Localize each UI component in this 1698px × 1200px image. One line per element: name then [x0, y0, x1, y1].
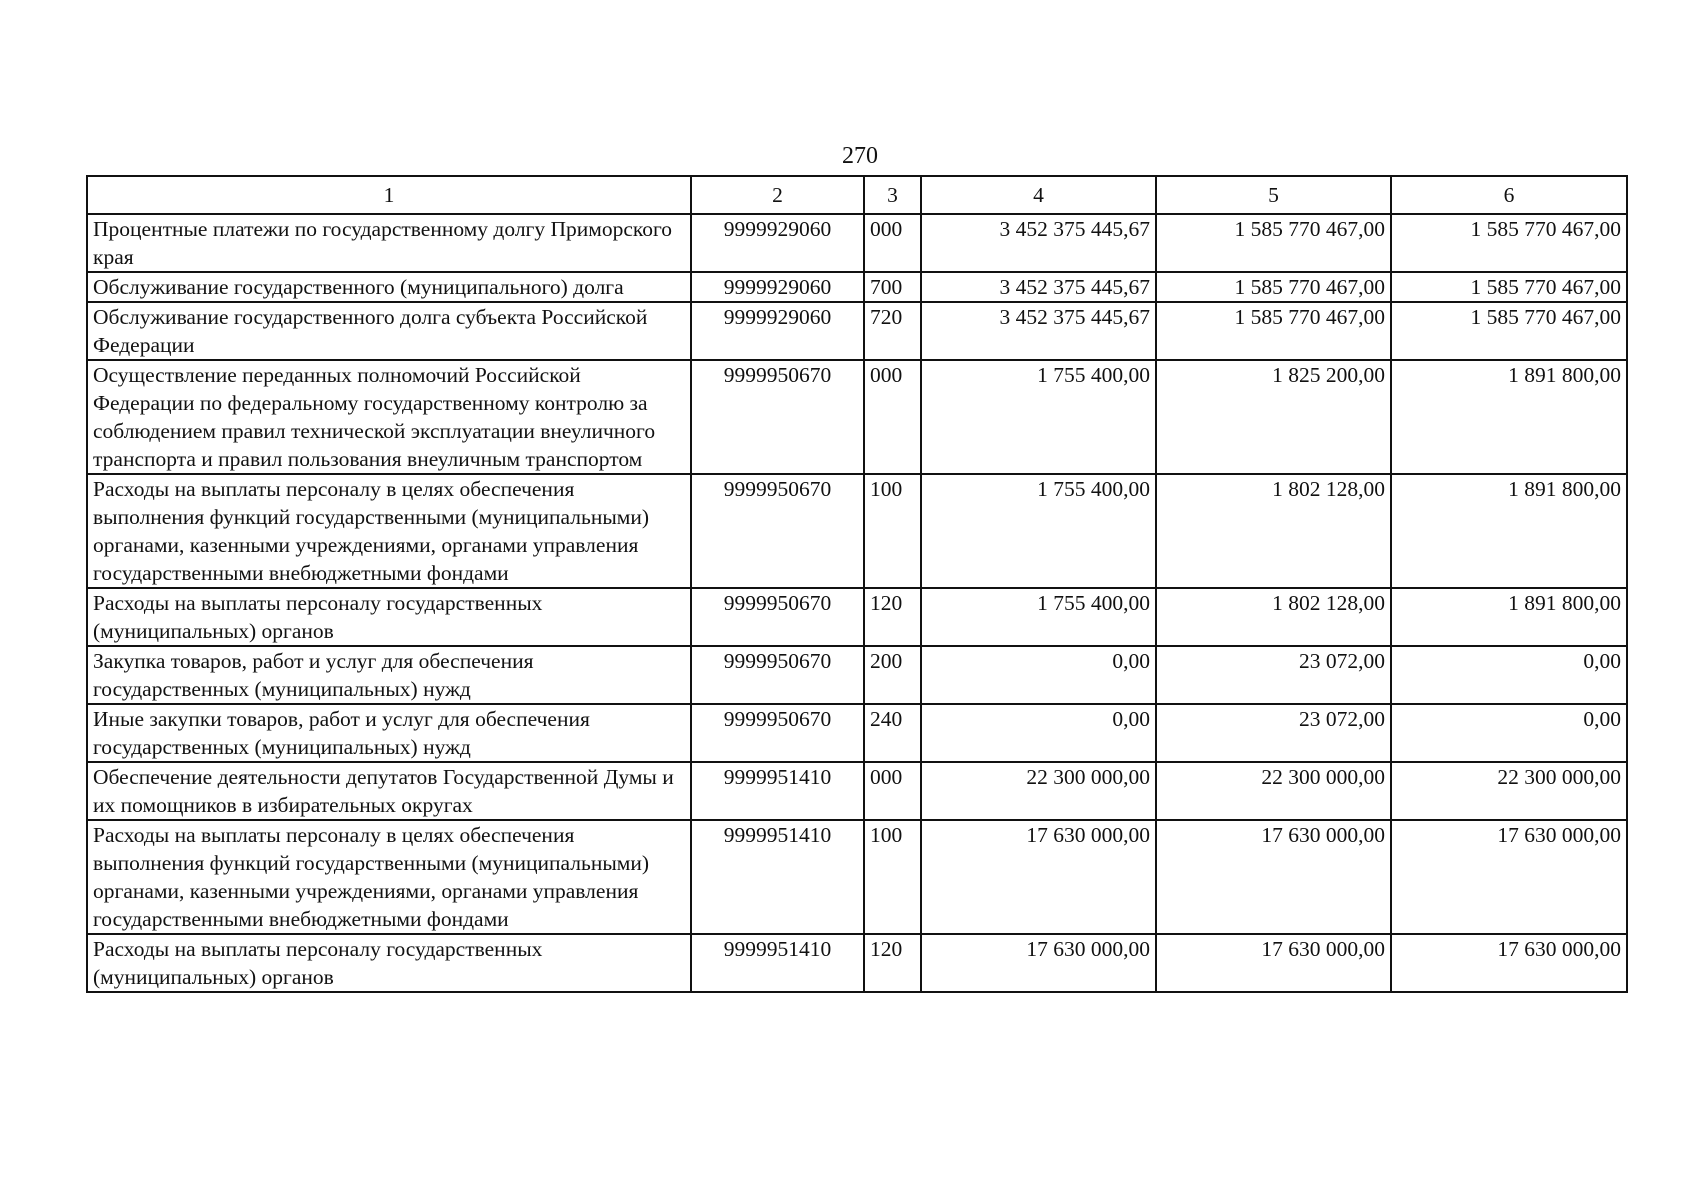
row-expense-type: 000: [864, 214, 921, 272]
row-name: Расходы на выплаты персоналу государственных (муниципальных) органов: [87, 934, 691, 992]
row-amount-col6: 1 891 800,00: [1391, 588, 1627, 646]
budget-table: [86, 175, 1628, 993]
row-target-code: 9999950670: [691, 474, 864, 588]
row-expense-type: 000: [864, 360, 921, 474]
row-amount-col4: 3 452 375 445,67: [921, 272, 1156, 302]
row-amount-col5: 1 825 200,00: [1156, 360, 1391, 474]
row-amount-col5: 1 585 770 467,00: [1156, 272, 1391, 302]
row-amount-col6: 22 300 000,00: [1391, 762, 1627, 820]
row-amount-col4: 0,00: [921, 646, 1156, 704]
row-name: Осуществление переданных полномочий Российской Федерации по федеральному государственному контролю за соблюдением правил технической эксплуатации внеуличного транспорта и правил пользования внеуличным транспортом: [87, 360, 691, 474]
row-amount-col4: 3 452 375 445,67: [921, 214, 1156, 272]
table-row: [87, 214, 1627, 272]
column-header-2: 2: [691, 176, 864, 214]
column-header-5: 5: [1156, 176, 1391, 214]
row-amount-col4: 22 300 000,00: [921, 762, 1156, 820]
table-header: [87, 176, 1627, 214]
row-name: Обеспечение деятельности депутатов Государственной Думы и их помощников в избирательных округах: [87, 762, 691, 820]
row-name: Закупка товаров, работ и услуг для обеспечения государственных (муниципальных) нужд: [87, 646, 691, 704]
row-name: Иные закупки товаров, работ и услуг для обеспечения государственных (муниципальных) нужд: [87, 704, 691, 762]
row-amount-col4: 17 630 000,00: [921, 934, 1156, 992]
row-amount-col5: 1 585 770 467,00: [1156, 214, 1391, 272]
row-expense-type: 120: [864, 934, 921, 992]
row-amount-col6: 1 891 800,00: [1391, 474, 1627, 588]
row-amount-col5: 1 802 128,00: [1156, 588, 1391, 646]
row-amount-col5: 23 072,00: [1156, 646, 1391, 704]
row-target-code: 9999950670: [691, 704, 864, 762]
row-amount-col5: 17 630 000,00: [1156, 934, 1391, 992]
row-name: Расходы на выплаты персоналу государственных (муниципальных) органов: [87, 588, 691, 646]
row-name: Расходы на выплаты персоналу в целях обеспечения выполнения функций государственными (муниципальными) органами, казенными учреждениями, органами управления государственными внебюджетными фондами: [87, 820, 691, 934]
row-amount-col4: 1 755 400,00: [921, 588, 1156, 646]
row-amount-col4: 1 755 400,00: [921, 474, 1156, 588]
row-target-code: 9999929060: [691, 272, 864, 302]
row-expense-type: 200: [864, 646, 921, 704]
table-body: [87, 214, 1627, 992]
row-expense-type: 720: [864, 302, 921, 360]
table-row: [87, 588, 1627, 646]
row-amount-col4: 17 630 000,00: [921, 820, 1156, 934]
row-amount-col6: 17 630 000,00: [1391, 820, 1627, 934]
row-target-code: 9999929060: [691, 214, 864, 272]
row-amount-col4: 0,00: [921, 704, 1156, 762]
row-target-code: 9999950670: [691, 588, 864, 646]
row-target-code: 9999951410: [691, 762, 864, 820]
row-amount-col6: 1 585 770 467,00: [1391, 302, 1627, 360]
row-amount-col6: 17 630 000,00: [1391, 934, 1627, 992]
row-target-code: 9999929060: [691, 302, 864, 360]
row-name: Обслуживание государственного долга субъекта Российской Федерации: [87, 302, 691, 360]
row-target-code: 9999951410: [691, 934, 864, 992]
table-row: [87, 646, 1627, 704]
row-target-code: 9999951410: [691, 820, 864, 934]
table-row: [87, 820, 1627, 934]
row-amount-col4: 1 755 400,00: [921, 360, 1156, 474]
row-amount-col5: 17 630 000,00: [1156, 820, 1391, 934]
column-header-3: 3: [864, 176, 921, 214]
row-amount-col6: 0,00: [1391, 646, 1627, 704]
header-row: [87, 176, 1627, 214]
row-expense-type: 120: [864, 588, 921, 646]
row-name: Обслуживание государственного (муниципального) долга: [87, 272, 691, 302]
row-amount-col5: 1 585 770 467,00: [1156, 302, 1391, 360]
row-name: Процентные платежи по государственному долгу Приморского края: [87, 214, 691, 272]
table-row: [87, 302, 1627, 360]
column-header-6: 6: [1391, 176, 1627, 214]
row-expense-type: 240: [864, 704, 921, 762]
row-target-code: 9999950670: [691, 646, 864, 704]
row-amount-col6: 0,00: [1391, 704, 1627, 762]
row-amount-col5: 1 802 128,00: [1156, 474, 1391, 588]
column-header-4: 4: [921, 176, 1156, 214]
row-name: Расходы на выплаты персоналу в целях обеспечения выполнения функций государственными (муниципальными) органами, казенными учреждениями, органами управления государственными внебюджетными фондами: [87, 474, 691, 588]
table-row: [87, 704, 1627, 762]
table-row: [87, 360, 1627, 474]
row-expense-type: 700: [864, 272, 921, 302]
row-target-code: 9999950670: [691, 360, 864, 474]
column-header-1: 1: [87, 176, 691, 214]
page-number: 270: [842, 143, 878, 169]
table-row: [87, 934, 1627, 992]
row-amount-col5: 23 072,00: [1156, 704, 1391, 762]
row-expense-type: 100: [864, 820, 921, 934]
row-amount-col4: 3 452 375 445,67: [921, 302, 1156, 360]
row-amount-col6: 1 585 770 467,00: [1391, 272, 1627, 302]
table-row: [87, 272, 1627, 302]
table-row: [87, 762, 1627, 820]
row-amount-col6: 1 891 800,00: [1391, 360, 1627, 474]
table-row: [87, 474, 1627, 588]
row-expense-type: 000: [864, 762, 921, 820]
row-amount-col6: 1 585 770 467,00: [1391, 214, 1627, 272]
row-expense-type: 100: [864, 474, 921, 588]
row-amount-col5: 22 300 000,00: [1156, 762, 1391, 820]
